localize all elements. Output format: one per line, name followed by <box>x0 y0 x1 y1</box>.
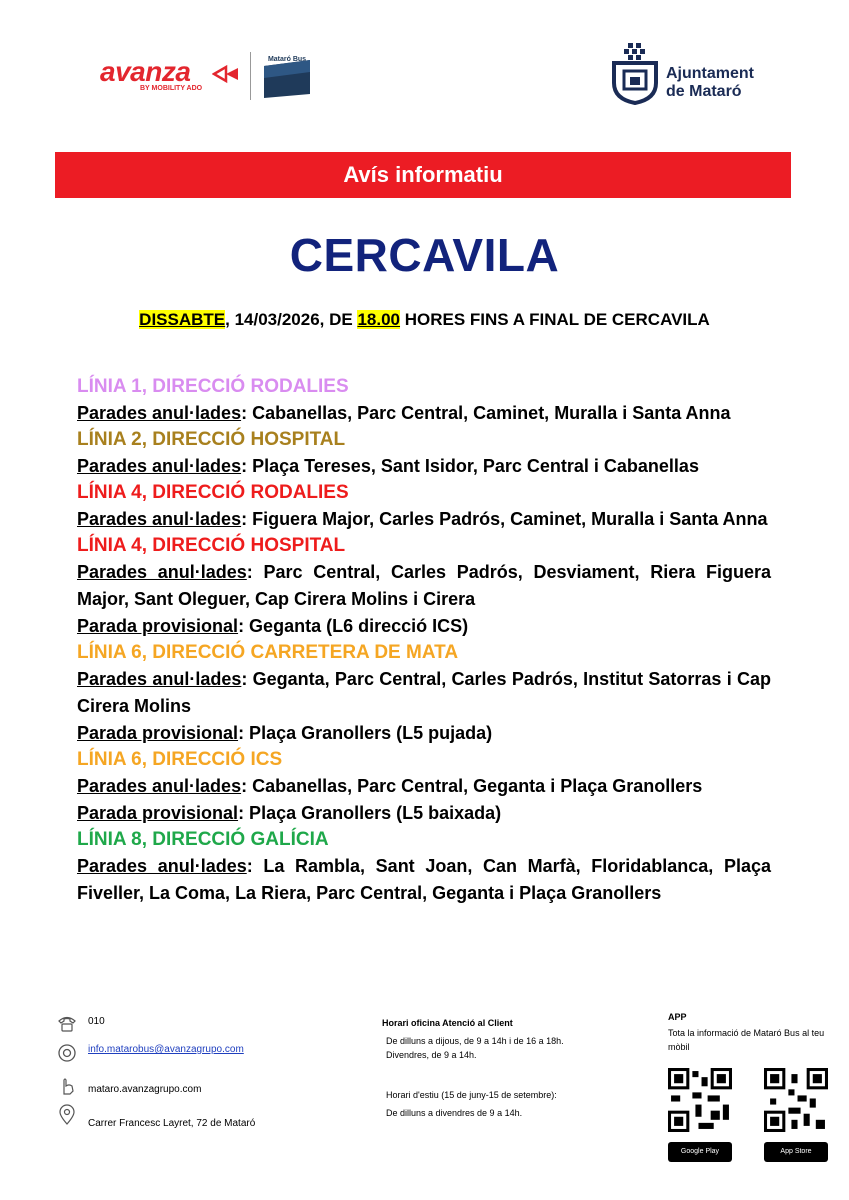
footer-web[interactable]: mataro.avanzagrupo.com <box>88 1084 202 1095</box>
phone-icon <box>56 1012 78 1034</box>
hours-summer: De dilluns a divendres de 9 a 14h. <box>386 1108 523 1118</box>
line-stops <box>77 453 771 480</box>
location-pin-icon <box>56 1104 78 1126</box>
provisional-label: Parada provisional <box>77 723 239 743</box>
avanza-wordmark: avanza <box>100 56 191 87</box>
ajuntament-line1: Ajuntament <box>666 65 754 82</box>
stops-label: Parades anul·lades <box>77 856 247 876</box>
stops-text: : Cabanellas, Parc Central, Caminet, Muralla i Santa Anna <box>241 403 731 423</box>
app-text: Tota la informació de Mataró Bus al teu mòbil <box>668 1028 825 1052</box>
line-heading: LÍNIA 6, DIRECCIÓ CARRETERA DE MATA <box>77 642 459 663</box>
mataro-bus-logo <box>260 52 314 100</box>
dateline-date: , 14/03/2026, DE <box>225 310 358 329</box>
line-provisional-stop <box>77 613 771 640</box>
app-title: APP <box>668 1012 687 1022</box>
stops-text: : Cabanellas, Parc Central, Geganta i Plaça Granollers <box>241 776 703 796</box>
footer <box>0 1008 849 1178</box>
logo-divider <box>250 52 251 100</box>
line-provisional-stop <box>77 720 771 747</box>
ajuntament-crest-icon <box>610 43 660 105</box>
stops-text: : La Rambla, Sant Joan, Can Marfà, Floridablanca, Plaça Fiveller, La Coma, La Riera, Parc Central, Geganta i Plaça Granollers <box>77 856 771 903</box>
line-stops <box>77 559 771 613</box>
line-block <box>77 747 771 827</box>
avanza-arrow-icon <box>212 64 240 84</box>
stops-label: Parades anul·lades <box>77 669 242 689</box>
provisional-text: : Plaça Granollers (L5 baixada) <box>238 803 502 823</box>
line-heading: LÍNIA 2, DIRECCIÓ HOSPITAL <box>77 429 346 450</box>
stops-label: Parades anul·lades <box>77 403 242 423</box>
hand-pointer-icon <box>56 1074 78 1096</box>
hours-regular: De dilluns a dijous, de 9 a 14h i de 16 a 18h. Divendres, de 9 a 14h. <box>386 1036 564 1060</box>
stops-text: : Parc Central, Carles Padrós, Desviament, Riera Figuera Major, Sant Oleguer, Cap Cirera Molins i Cirera <box>77 562 771 609</box>
stops-text: : Figuera Major, Carles Padrós, Caminet, Muralla i Santa Anna <box>241 509 768 529</box>
line-heading: LÍNIA 6, DIRECCIÓ ICS <box>77 749 283 770</box>
ajuntament-name <box>666 65 754 101</box>
dateline-day: DISSABTE <box>139 310 226 329</box>
provisional-label: Parada provisional <box>77 616 239 636</box>
page-title: CERCAVILA <box>289 229 560 281</box>
line-block <box>77 533 771 640</box>
line-block <box>77 827 771 907</box>
dateline <box>0 310 849 330</box>
line-heading: LÍNIA 1, DIRECCIÓ RODALIES <box>77 376 349 397</box>
provisional-text: : Plaça Granollers (L5 pujada) <box>238 723 493 743</box>
stops-label: Parades anul·lades <box>77 456 242 476</box>
qr-code-google-play[interactable] <box>668 1068 732 1132</box>
ajuntament-line2: de Mataró <box>666 83 742 100</box>
stops-label: Parades anul·lades <box>77 562 247 582</box>
dateline-end: HORES FINS A FINAL DE CERCAVILA <box>400 310 710 329</box>
provisional-text: : Geganta (L6 direcció ICS) <box>238 616 469 636</box>
line-stops <box>77 666 771 720</box>
line-block <box>77 640 771 747</box>
footer-email-link[interactable]: info.matarobus@avanzagrupo.com <box>88 1044 244 1055</box>
line-stops <box>77 773 771 800</box>
app-store-badge[interactable]: App Store <box>764 1142 828 1162</box>
email-at-icon <box>56 1042 78 1064</box>
provisional-label: Parada provisional <box>77 803 239 823</box>
avanza-subtitle: BY MOBILITY ADO <box>140 85 203 92</box>
avanza-logo <box>100 58 240 98</box>
google-play-badge[interactable]: Google Play <box>668 1142 732 1162</box>
line-stops <box>77 853 771 907</box>
line-heading: LÍNIA 4, DIRECCIÓ RODALIES <box>77 482 349 503</box>
hours-title: Horari oficina Atenció al Client <box>382 1018 513 1028</box>
notice-banner: Avís informatiu <box>55 152 791 198</box>
qr-code-app-store[interactable] <box>764 1068 828 1132</box>
line-block <box>77 480 771 533</box>
hours-summer-title: Horari d'estiu (15 de juny-15 de setembre): <box>386 1090 557 1100</box>
line-provisional-stop <box>77 800 771 827</box>
stops-text: : Plaça Tereses, Sant Isidor, Parc Central i Cabanellas <box>241 456 699 476</box>
stops-label: Parades anul·lades <box>77 776 242 796</box>
footer-phone: 010 <box>88 1016 105 1027</box>
line-heading: LÍNIA 8, DIRECCIÓ GALÍCIA <box>77 829 329 850</box>
line-block <box>77 374 771 427</box>
line-heading: LÍNIA 4, DIRECCIÓ HOSPITAL <box>77 535 346 556</box>
stops-text: : Geganta, Parc Central, Carles Padrós, Institut Satorras i Cap Cirera Molins <box>77 669 771 716</box>
line-block <box>77 427 771 480</box>
mataro-bus-label: Mataró Bus <box>267 56 307 63</box>
line-stops <box>77 400 771 427</box>
lines-list <box>77 374 771 907</box>
ajuntament-logo <box>610 43 770 113</box>
stops-label: Parades anul·lades <box>77 509 242 529</box>
line-stops <box>77 506 771 533</box>
dateline-time: 18.00 <box>357 310 401 329</box>
footer-address: Carrer Francesc Layret, 72 de Mataró <box>88 1118 256 1129</box>
